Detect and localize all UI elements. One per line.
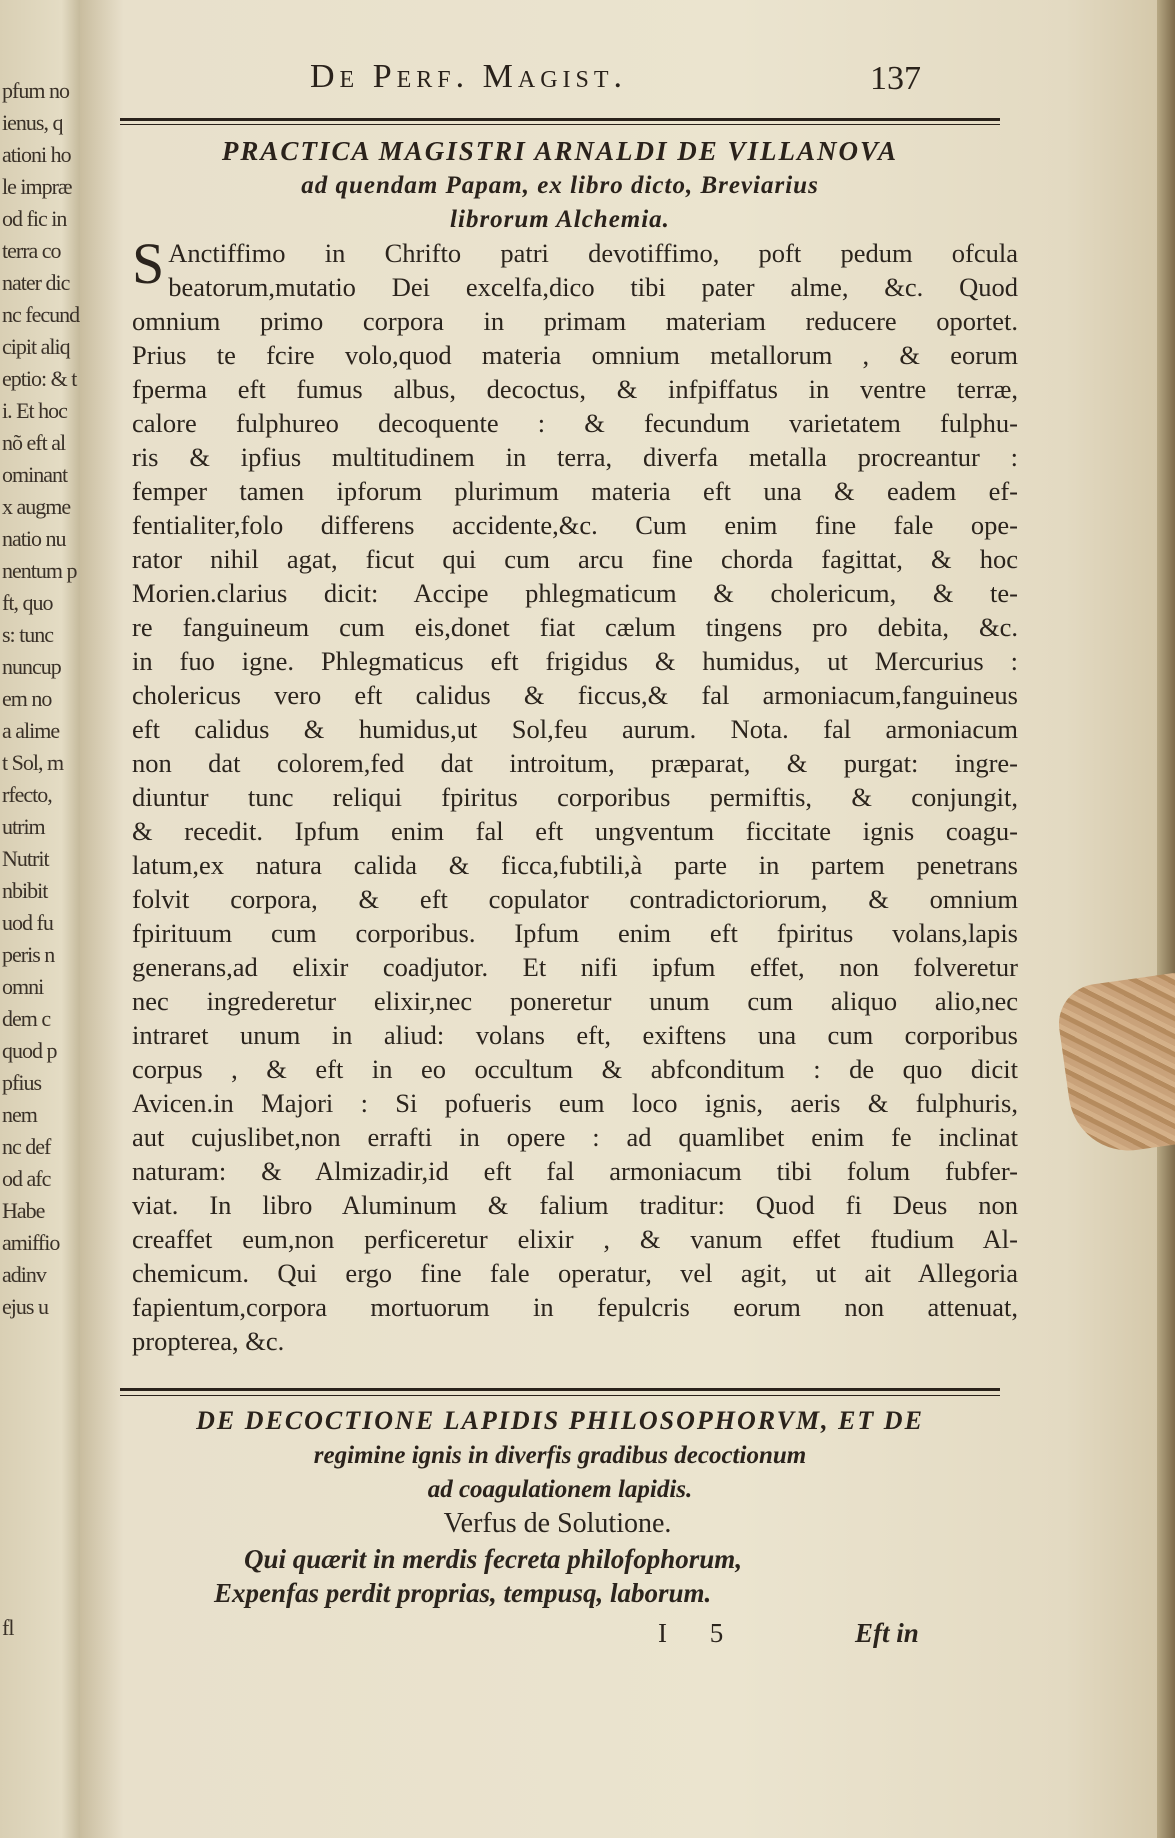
facing-page-fragment: x augme (2, 494, 71, 519)
body-line: aut cujuslibet,non errafti in opere : ad quamlibet enim fe inclinat (132, 1122, 1018, 1152)
header-rule-thin (120, 124, 1000, 125)
facing-page-fragment: omni (2, 974, 44, 999)
facing-page-fragment: nc def (2, 1134, 51, 1159)
facing-page-fragment: od fic in (2, 206, 67, 231)
header-rule (120, 118, 1000, 121)
body-line: non dat colorem,fed dat introitum, præparat, & purgat: ingre- (132, 748, 1018, 778)
verse-title: Verfus de Solutione. (443, 1508, 672, 1539)
body-line: Anctiffimo in Chrifto patri devotiffimo, poft pedum ofcula (168, 238, 1018, 268)
body-line: Prius te fcire volo,quod materia omnium metallorum , & eorum (132, 340, 1018, 370)
body-line: diuntur tunc reliqui fpiritus corporibus permiftis, & conjungit, (132, 782, 1018, 812)
page-number: 137 (870, 60, 921, 97)
facing-page-fragment: ft, quo (2, 590, 53, 615)
facing-page-fragment: em no (2, 686, 52, 711)
facing-page-fragment: utrim (2, 814, 45, 839)
body-line: Avicen.in Majori : Si pofueris eum loco ignis, aeris & fulphuris, (132, 1088, 1018, 1118)
verse-line-1: Qui quærit in merdis fecreta philofophorum, (244, 1544, 743, 1574)
facing-page-fragment: nentum p (2, 558, 77, 583)
verse-line-2: Expenfas perdit proprias, tempusq, laborum. (214, 1578, 712, 1608)
facing-page-fragment: cipit aliq (2, 334, 70, 359)
facing-page-fragment: nõ eft al (2, 430, 66, 455)
drop-cap: S (132, 231, 165, 296)
facing-page-fragment: i. Et hoc (2, 398, 67, 423)
body-line: Morien.clarius dicit: Accipe phlegmaticum & cholericum, & te- (132, 578, 1018, 608)
facing-page-fragment: amiffio (2, 1230, 60, 1255)
body-line: creaffet eum,non perficeretur elixir , & vanum effet ftudium Al- (132, 1224, 1018, 1254)
facing-page-fragment: uod fu (2, 910, 53, 935)
body-line: & recedit. Ipfum enim fal eft ungventum ficcitate ignis coagu- (132, 816, 1018, 846)
facing-page-fragment: pfum no (2, 78, 69, 103)
body-line: rator nihil agat, ficut qui cum arcu fine chorda fagittat, & hoc (132, 544, 1018, 574)
facing-page-fragment: peris n (2, 942, 55, 967)
body-line: folvit corpora, & eft copulator contradictoriorum, & omnium (132, 884, 1018, 914)
body-line: generans,ad elixir coadjutor. Et nifi ipfum effet, non folveretur (132, 952, 1018, 982)
facing-page-fragment: eptio: & t (2, 366, 77, 391)
body-line: corpus , & eft in eo occultum & abfconditum : de quo dicit (132, 1054, 1018, 1084)
section1-heading-line-3: librorum Alchemia. (450, 206, 670, 233)
facing-page-fragment: terra co (2, 238, 61, 263)
facing-page-fragment: nuncup (2, 654, 61, 679)
section1-heading-line-2: ad quendam Papam, ex libro dicto, Breviarius (301, 172, 819, 199)
body-line: fentialiter,folo differens accidente,&c. Cum enim fine fale ope- (132, 510, 1018, 540)
body-line: beatorum,mutatio Dei excelfa,dico tibi pater alme, &c. Quod (168, 272, 1018, 302)
facing-page-fragment: pfius (2, 1070, 41, 1095)
section1-body (132, 231, 1018, 1358)
page-edge-shadow (1157, 0, 1175, 1838)
section2-heading-line-3: ad coagulationem lapidis. (427, 1476, 693, 1503)
body-line: latum,ex natura calida & ficca,fubtili,à parte in partem penetrans (132, 850, 1018, 880)
facing-page-fragment: nc fecund (2, 302, 80, 327)
body-line: ris & ipfius multitudinem in terra, diverfa metalla procreantur : (132, 442, 1018, 472)
facing-page-fragment: dem c (2, 1006, 51, 1031)
signature-mark: I 5 (658, 1618, 742, 1648)
body-line: femper tamen ipforum plurimum materia eft una & eadem ef- (132, 476, 1018, 506)
body-line: omnium primo corpora in primam materiam reducere oportet. (132, 306, 1018, 336)
section2-heading-line-1: DE DECOCTIONE LAPIDIS PHILOSOPHORVM, ET DE (196, 1406, 924, 1435)
body-line: naturam: & Almizadir,id eft fal armoniacum tibi folum fubfer- (132, 1156, 1018, 1186)
facing-page-fragment: ationi ho (2, 142, 71, 167)
facing-page-fragment: s: tunc (2, 622, 54, 647)
facing-page-fragment: nbibit (2, 878, 48, 903)
facing-page-fragment: Habe (2, 1198, 45, 1223)
body-line: cholericus vero eft calidus & ficcus,& fal armoniacum,fanguineus (132, 680, 1018, 710)
facing-page-fragment: natio nu (2, 526, 66, 551)
facing-page-fragment: adinv (2, 1262, 46, 1287)
facing-page-fragment: quod p (2, 1038, 57, 1063)
book-page (80, 0, 1175, 1838)
section-rule (120, 1388, 1000, 1391)
body-line: re fanguineum cum eis,donet fiat cælum tingens pro debita, &c. (132, 612, 1018, 642)
body-line: eft calidus & humidus,ut Sol,feu aurum. Nota. fal armoniacum (132, 714, 1018, 744)
body-line: intraret unum in aliud: volans eft, exiftens una cum corporibus (132, 1020, 1018, 1050)
section2-heading-line-2: regimine ignis in diverfis gradibus decoctionum (313, 1442, 807, 1469)
facing-page-edge (0, 0, 88, 1838)
facing-page-fragment: Nutrit (2, 846, 49, 871)
facing-page-fragment: nater dic (2, 270, 70, 295)
section1-heading-line-1: PRACTICA MAGISTRI ARNALDI DE VILLANOVA (221, 136, 899, 166)
body-line: calore fulphureo decoquente : & fecundum varietatem fulphu- (132, 408, 1018, 438)
body-line: fpirituum cum corporibus. Ipfum enim eft fpiritus volans,lapis (132, 918, 1018, 948)
facing-page-fragment: od afc (2, 1166, 51, 1191)
facing-page-fragment: nem (2, 1102, 37, 1127)
body-line: propterea, &c. (132, 1326, 285, 1356)
body-line: fperma eft fumus albus, decoctus, & infpiffatus in ventre terræ, (132, 374, 1018, 404)
catchword: Eft in (855, 1618, 919, 1648)
section-rule-thin (120, 1395, 1000, 1396)
facing-page-fragment: fl (2, 1615, 14, 1640)
body-line: in fuo igne. Phlegmaticus eft frigidus & humidus, ut Mercurius : (132, 646, 1018, 676)
facing-page-fragment: ominant (2, 462, 68, 487)
body-line: viat. In libro Aluminum & falium traditur: Quod fi Deus non (132, 1190, 1018, 1220)
facing-page-fragment: a alime (2, 718, 60, 743)
body-line: fapientum,corpora mortuorum in fepulcris eorum non attenuat, (132, 1292, 1018, 1322)
facing-page-fragment: ienus, q (2, 110, 63, 135)
facing-page-fragment: t Sol, m (2, 750, 64, 775)
body-line: nec ingrederetur elixir,nec poneretur unum cum aliquo alio,nec (132, 986, 1018, 1016)
body-line: chemicum. Qui ergo fine fale operatur, vel agit, ut ait Allegoria (132, 1258, 1018, 1288)
facing-page-fragment: ejus u (2, 1294, 48, 1319)
facing-page-fragment: le impræ (2, 174, 72, 199)
running-header: De Perf. Magist. (310, 58, 628, 95)
facing-page-fragment: rfecto, (2, 782, 52, 807)
